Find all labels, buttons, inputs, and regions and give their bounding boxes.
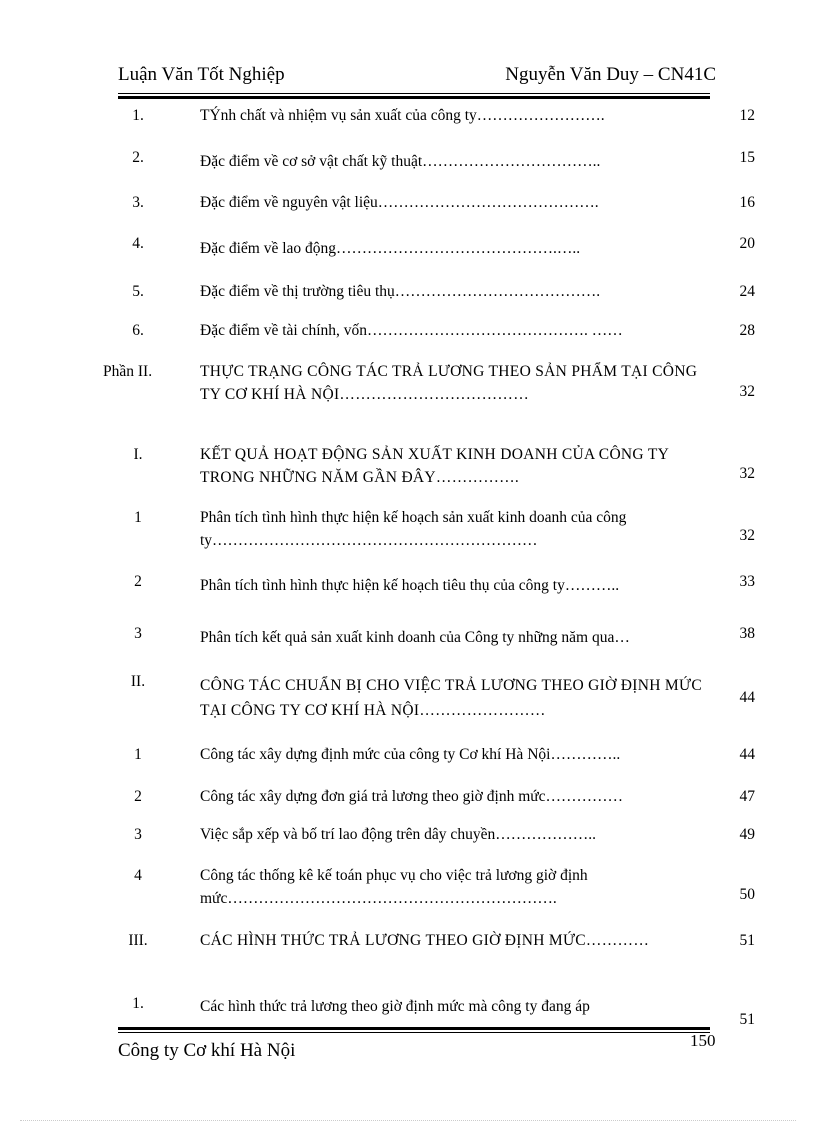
toc-page: 32: [739, 383, 755, 400]
toc-page: 50: [739, 886, 755, 903]
toc-title: Các hình thức trả lương theo giờ định mức mà công ty đang áp: [200, 998, 590, 1015]
toc-page: 44: [739, 746, 755, 763]
footer-rule-thin: [118, 1032, 710, 1033]
toc-title: Đặc điểm về thị trường tiêu thụ………………………………….: [200, 283, 601, 300]
toc-title: Đặc điểm về cơ sở vật chất kỹ thuật……………………………..: [200, 153, 601, 170]
toc-title: Công tác xây dựng đơn giá trả lương theo giờ định mức……………: [200, 788, 624, 805]
toc-number: 1.: [132, 995, 144, 1012]
toc-row: [105, 992, 755, 1028]
toc-number: 5.: [132, 283, 144, 300]
toc-page: 33: [739, 573, 755, 590]
toc-number: 1: [134, 509, 142, 526]
footer-page-number: 150: [690, 1031, 716, 1050]
footer-company: Công ty Cơ khí Hà Nội: [118, 1040, 296, 1061]
toc-number: 2: [134, 788, 142, 805]
toc-title: Phân tích kết quả sản xuất kinh doanh của Công ty những năm qua…: [200, 629, 630, 646]
toc-title: KẾT QUẢ HOẠT ĐỘNG SẢN XUẤT KINH DOANH CỦA CÔNG TY TRONG NHỮNG NĂM GẦN ĐÂY…………….: [200, 446, 669, 486]
toc-number: 3.: [132, 194, 144, 211]
toc-title: Việc sắp xếp và bố trí lao động trên dây chuyền………………..: [200, 826, 596, 843]
toc-page: 28: [739, 322, 755, 339]
footer-rule-thick: [118, 1027, 710, 1030]
header-thesis-title: Luận Văn Tốt Nghiệp: [118, 64, 285, 85]
toc-page: 51: [739, 932, 755, 949]
toc-page: 15: [739, 149, 755, 166]
page-header: [118, 64, 716, 90]
toc-number: 4.: [132, 235, 144, 252]
toc-title: CÁC HÌNH THỨC TRẢ LƯƠNG THEO GIỜ ĐỊNH MỨC…………: [200, 932, 650, 949]
toc-page: 12: [739, 107, 755, 124]
toc-page: 32: [739, 527, 755, 544]
toc-page: 20: [739, 235, 755, 252]
toc-title: Công tác xây dựng định mức của công ty Cơ khí Hà Nội…………..: [200, 746, 621, 763]
toc-title: Phân tích tình hình thực hiện kế hoạch sản xuất kinh doanh của công ty………………………………………………………: [200, 509, 627, 549]
toc-number: 1: [134, 746, 142, 763]
toc-title: THỰC TRẠNG CÔNG TÁC TRẢ LƯƠNG THEO SẢN PHẨM TẠI CÔNG TY CƠ KHÍ HÀ NỘI………………………………: [200, 363, 698, 403]
toc-page: 44: [739, 689, 755, 706]
header-rule-thick: [118, 96, 710, 99]
toc-number: 4: [134, 867, 142, 884]
page-bottom-border: [20, 1120, 796, 1121]
toc-number: 2: [134, 573, 142, 590]
toc-number: I.: [133, 446, 143, 463]
toc-title: Phân tích tình hình thực hiện kế hoạch tiêu thụ của công ty………..: [200, 577, 620, 594]
toc-page: 47: [739, 788, 755, 805]
toc-title: Đặc điểm về lao động…………………………………….…..: [200, 240, 581, 257]
toc-page: 24: [739, 283, 755, 300]
toc-number: III.: [128, 932, 148, 949]
toc-number: 3: [134, 826, 142, 843]
toc-page: 32: [739, 465, 755, 482]
toc-number: 3: [134, 625, 142, 642]
toc-number: Phần II.: [103, 363, 153, 380]
header-rule-thin: [118, 93, 710, 94]
toc-title: Đặc điểm về tài chính, vốn……………………………………. ……: [200, 322, 623, 339]
toc-number: II.: [130, 673, 146, 690]
toc-number: 2.: [132, 149, 144, 166]
toc-page: 51: [739, 1011, 755, 1028]
toc-title: Công tác thống kê kế toán phục vụ cho việc trả lương giờ định mức……………………………………………………….: [200, 867, 588, 907]
toc-title: CÔNG TÁC CHUẨN BỊ CHO VIỆC TRẢ LƯƠNG THEO GIỜ ĐỊNH MỨC TẠI CÔNG TY CƠ KHÍ HÀ NỘI……………………: [200, 677, 702, 719]
toc-number: 1.: [132, 107, 144, 124]
header-author: Nguyễn Văn Duy – CN41C: [505, 64, 716, 85]
toc-page: 16: [739, 194, 755, 211]
toc-number: 6.: [132, 322, 144, 339]
toc-title: TÝnh chất và nhiệm vụ sản xuất của công ty…………………….: [200, 107, 605, 124]
toc-page: 49: [739, 826, 755, 843]
toc-page: 38: [739, 625, 755, 642]
toc-title: Đặc điểm về nguyên vật liệu…………………………………….: [200, 194, 599, 211]
